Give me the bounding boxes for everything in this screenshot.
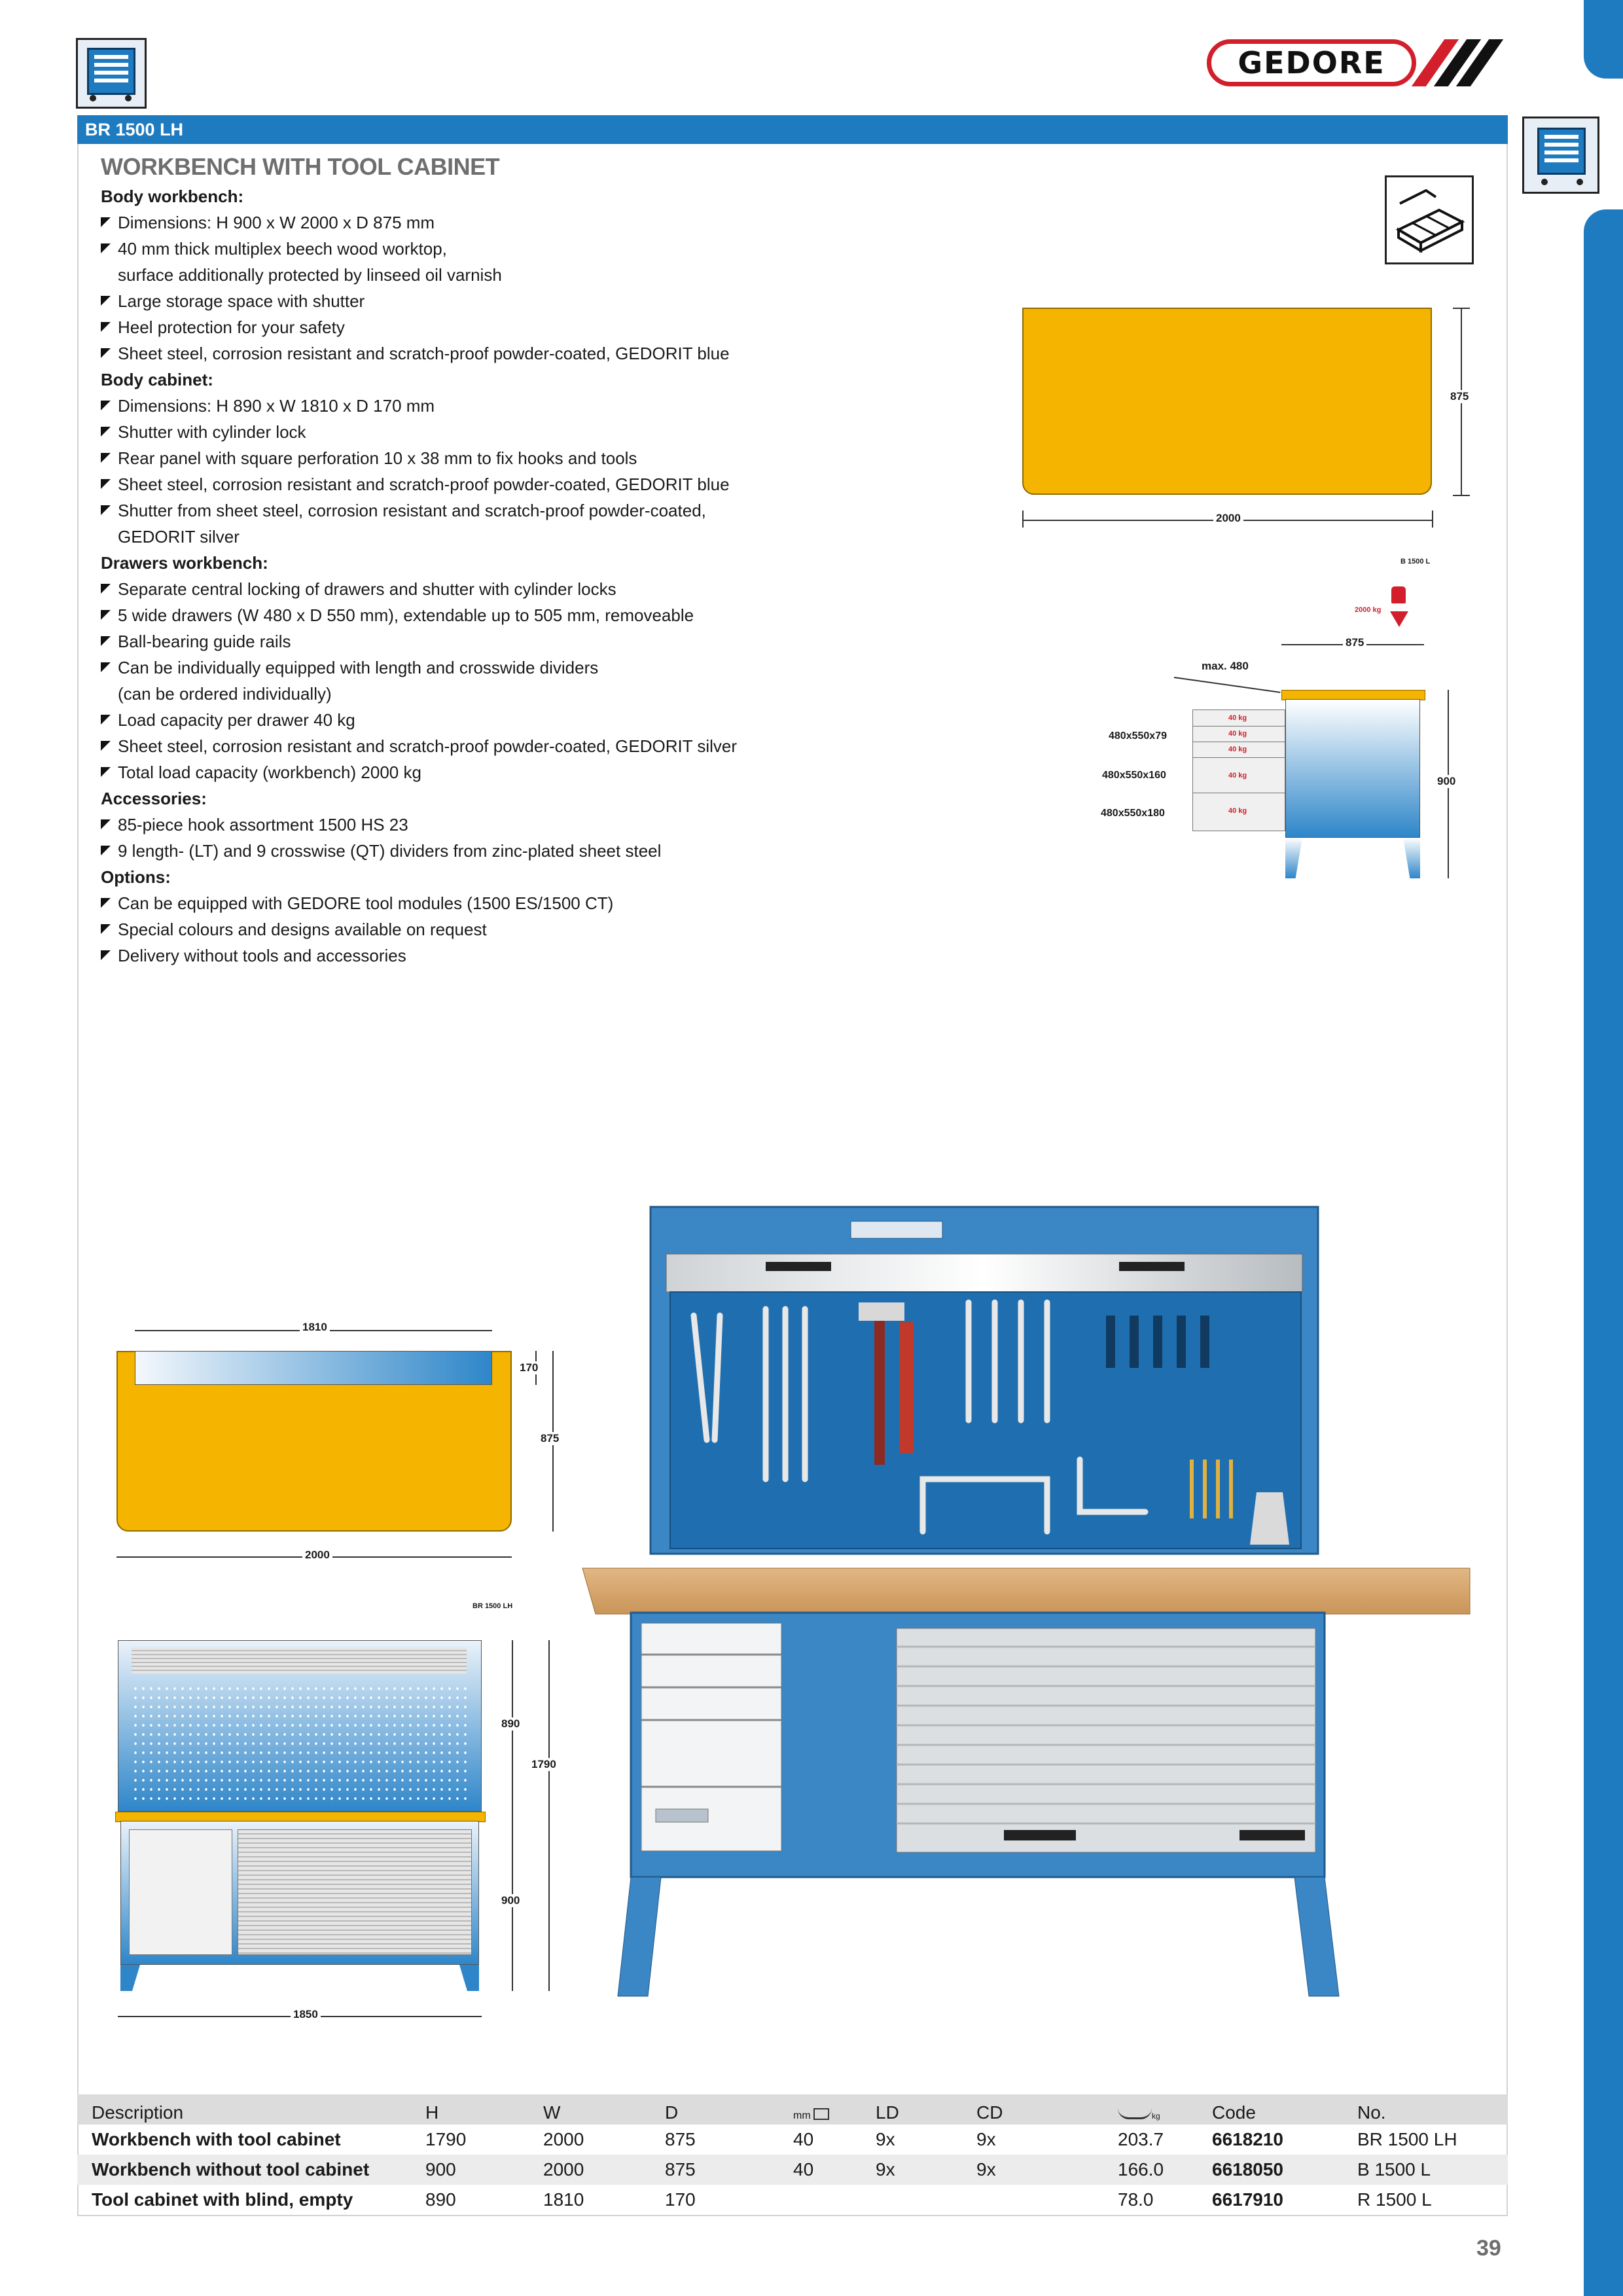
spec-item: Ball-bearing guide rails <box>101 628 1017 655</box>
cell-description: Workbench with tool cabinet <box>92 2129 341 2149</box>
cell-height: 890 <box>425 2189 456 2210</box>
front-bench <box>120 1821 479 1965</box>
spec-section-title: Body workbench: <box>101 187 244 206</box>
cell-code: 6618210 <box>1212 2129 1284 2149</box>
spec-item: Shutter from sheet steel, corrosion resistant and scratch-proof powder-coated, <box>101 497 1017 524</box>
dim-cabinet-depth: 170 <box>517 1361 541 1374</box>
cell-width: 1810 <box>543 2189 584 2210</box>
spec-item: Rear panel with square perforation 10 x 38 mm to fix hooks and tools <box>101 445 1017 471</box>
weight-icon <box>1391 586 1406 603</box>
dim-total-height: 1790 <box>529 1758 559 1771</box>
cell-thickness <box>779 2185 861 2215</box>
workbench-cabinet-icon <box>76 38 147 109</box>
worktop-top-view <box>1022 308 1432 495</box>
drawer-load: 40 kg <box>1228 772 1247 780</box>
load-arrow-icon <box>1390 611 1408 627</box>
spec-item: 5 wide drawers (W 480 x D 550 mm), extendable up to 505 mm, removeable <box>101 602 1017 628</box>
side-tab-strip <box>1584 209 1623 2296</box>
cell-cd: 9x <box>976 2129 996 2149</box>
drawer-load: 40 kg <box>1228 807 1247 815</box>
col-weight <box>1103 2094 1198 2125</box>
drawer-size: 480x550x160 <box>1102 770 1166 781</box>
table-row <box>77 2155 1508 2185</box>
drawer-load: 40 kg <box>1228 745 1247 753</box>
page-number: 39 <box>1476 2236 1501 2261</box>
spec-item: Load capacity per drawer 40 kg <box>101 707 1017 733</box>
dim-cabinet-width: 1810 <box>300 1321 330 1334</box>
cell-code: 6618050 <box>1198 2155 1343 2185</box>
spec-item: Separate central locking of drawers and shutter with cylinder locks <box>101 576 1017 602</box>
spec-item: 40 mm thick multiplex beech wood worktop, <box>101 236 1017 262</box>
spec-item: Dimensions: H 890 x W 1810 x D 170 mm <box>101 393 1017 419</box>
cell-thickness: 40 <box>779 2155 861 2185</box>
drawer-load: 40 kg <box>1228 730 1247 738</box>
col-ld: LD <box>861 2094 962 2125</box>
spec-section-title: Drawers workbench: <box>101 553 268 573</box>
cell-depth: 170 <box>665 2189 696 2210</box>
workbench-cabinet-icon <box>1522 117 1599 194</box>
spec-item: Sheet steel, corrosion resistant and scratch-proof powder-coated, GEDORIT silver <box>101 733 1017 759</box>
drawer-stack <box>1192 709 1285 831</box>
cell-code: 6617910 <box>1212 2189 1284 2210</box>
cell-height: 900 <box>411 2155 529 2185</box>
cell-cd: 9x <box>962 2155 1103 2185</box>
col-height: H <box>411 2094 529 2125</box>
cell-number: B 1500 L <box>1343 2155 1508 2185</box>
dim-side-depth: 875 <box>1343 636 1366 649</box>
dim-width: 2000 <box>1213 512 1243 525</box>
drawer-size: 480x550x180 <box>1101 808 1165 819</box>
product-table <box>77 2094 1508 2215</box>
spec-item: Sheet steel, corrosion resistant and scratch-proof powder-coated, GEDORIT blue <box>101 471 1017 497</box>
col-cd: CD <box>962 2094 1103 2125</box>
cell-weight: 166.0 <box>1103 2155 1198 2185</box>
spec-item: Can be individually equipped with length and crosswide dividers <box>101 655 1017 681</box>
spec-section-title: Body cabinet: <box>101 370 213 389</box>
col-depth: D <box>651 2094 779 2125</box>
spec-section-title: Options: <box>101 867 171 887</box>
spec-section-title: Accessories: <box>101 789 207 808</box>
spec-item-continuation: (can be ordered individually) <box>118 684 332 704</box>
thickness-icon <box>813 2108 829 2120</box>
col-width: W <box>529 2094 651 2125</box>
side-body <box>1285 699 1420 838</box>
product-title-bar: BR 1500 LH <box>77 115 1508 144</box>
cell-weight: 203.7 <box>1118 2129 1164 2149</box>
drawer-load: 40 kg <box>1228 714 1247 722</box>
spec-item: Large storage space with shutter <box>101 288 1017 314</box>
gedore-logo <box>1207 37 1495 90</box>
cell-number: BR 1500 LH <box>1357 2129 1457 2149</box>
load-label: 2000 kg <box>1355 606 1382 614</box>
spec-item: Total load capacity (workbench) 2000 kg <box>101 759 1017 785</box>
product-photo <box>569 1204 1472 2003</box>
dim-depth-2: 875 <box>538 1432 562 1445</box>
drawer-size: 480x550x79 <box>1109 730 1167 742</box>
spec-list <box>101 183 1017 969</box>
spec-item: Special colours and designs available on request <box>101 916 1017 942</box>
dim-front-width: 1850 <box>291 2008 321 2021</box>
table-row <box>77 2125 1508 2155</box>
dim-width-2: 2000 <box>302 1549 332 1562</box>
front-model-label: BR 1500 LH <box>473 1602 513 1610</box>
cell-height: 1790 <box>425 2129 467 2149</box>
logo-text: GEDORE <box>1238 45 1385 81</box>
spec-item: 9 length- (LT) and 9 crosswise (QT) dividers from zinc-plated sheet steel <box>101 838 1017 864</box>
product-heading: WORKBENCH WITH TOOL CABINET <box>101 153 500 180</box>
cell-width: 2000 <box>529 2155 651 2185</box>
side-model-label: B 1500 L <box>1400 558 1431 565</box>
table-row <box>77 2185 1508 2215</box>
spec-item: Shutter with cylinder lock <box>101 419 1017 445</box>
cell-ld: 9x <box>861 2155 962 2185</box>
col-number: No. <box>1343 2094 1508 2125</box>
drawer-divider-icon <box>1385 175 1474 264</box>
dim-max: max. 480 <box>1199 660 1251 673</box>
cell-width: 2000 <box>543 2129 584 2149</box>
col-description: Description <box>77 2094 411 2125</box>
col-thickness <box>779 2094 861 2125</box>
col-code: Code <box>1198 2094 1343 2125</box>
spec-item: 85-piece hook assortment 1500 HS 23 <box>101 812 1017 838</box>
cell-number: R 1500 L <box>1357 2189 1432 2210</box>
dim-bench-height: 900 <box>499 1894 522 1907</box>
spec-item: Can be equipped with GEDORE tool modules (1500 ES/1500 CT) <box>101 890 1017 916</box>
cell-description: Tool cabinet with blind, empty <box>92 2189 353 2210</box>
spec-item: Dimensions: H 900 x W 2000 x D 875 mm <box>101 209 1017 236</box>
cell-weight: 78.0 <box>1118 2189 1154 2210</box>
table-header-row <box>77 2094 1508 2125</box>
side-tab-top <box>1584 0 1623 79</box>
cell-thickness: 40 <box>793 2129 814 2149</box>
weight-scale-icon <box>1118 2108 1152 2119</box>
spec-item-continuation: GEDORIT silver <box>118 527 240 547</box>
cell-description: Workbench without tool cabinet <box>77 2155 411 2185</box>
spec-item: Delivery without tools and accessories <box>101 942 1017 969</box>
spec-item-continuation: surface additionally protected by linseed oil varnish <box>118 265 502 285</box>
thickness-unit: mm <box>793 2110 811 2121</box>
dim-cabinet-height: 890 <box>499 1717 522 1731</box>
weight-unit: kg <box>1152 2111 1160 2121</box>
spec-item: Heel protection for your safety <box>101 314 1017 340</box>
cell-depth: 875 <box>651 2155 779 2185</box>
spec-item: Sheet steel, corrosion resistant and scratch-proof powder-coated, GEDORIT blue <box>101 340 1017 367</box>
dim-side-height: 900 <box>1435 775 1458 788</box>
cabinet-top-view <box>135 1351 492 1385</box>
front-cabinet <box>118 1640 482 1812</box>
dim-depth: 875 <box>1448 390 1471 403</box>
cell-depth: 875 <box>665 2129 696 2149</box>
cell-ld <box>861 2185 962 2215</box>
cell-cd <box>962 2185 1103 2215</box>
cell-ld: 9x <box>876 2129 895 2149</box>
